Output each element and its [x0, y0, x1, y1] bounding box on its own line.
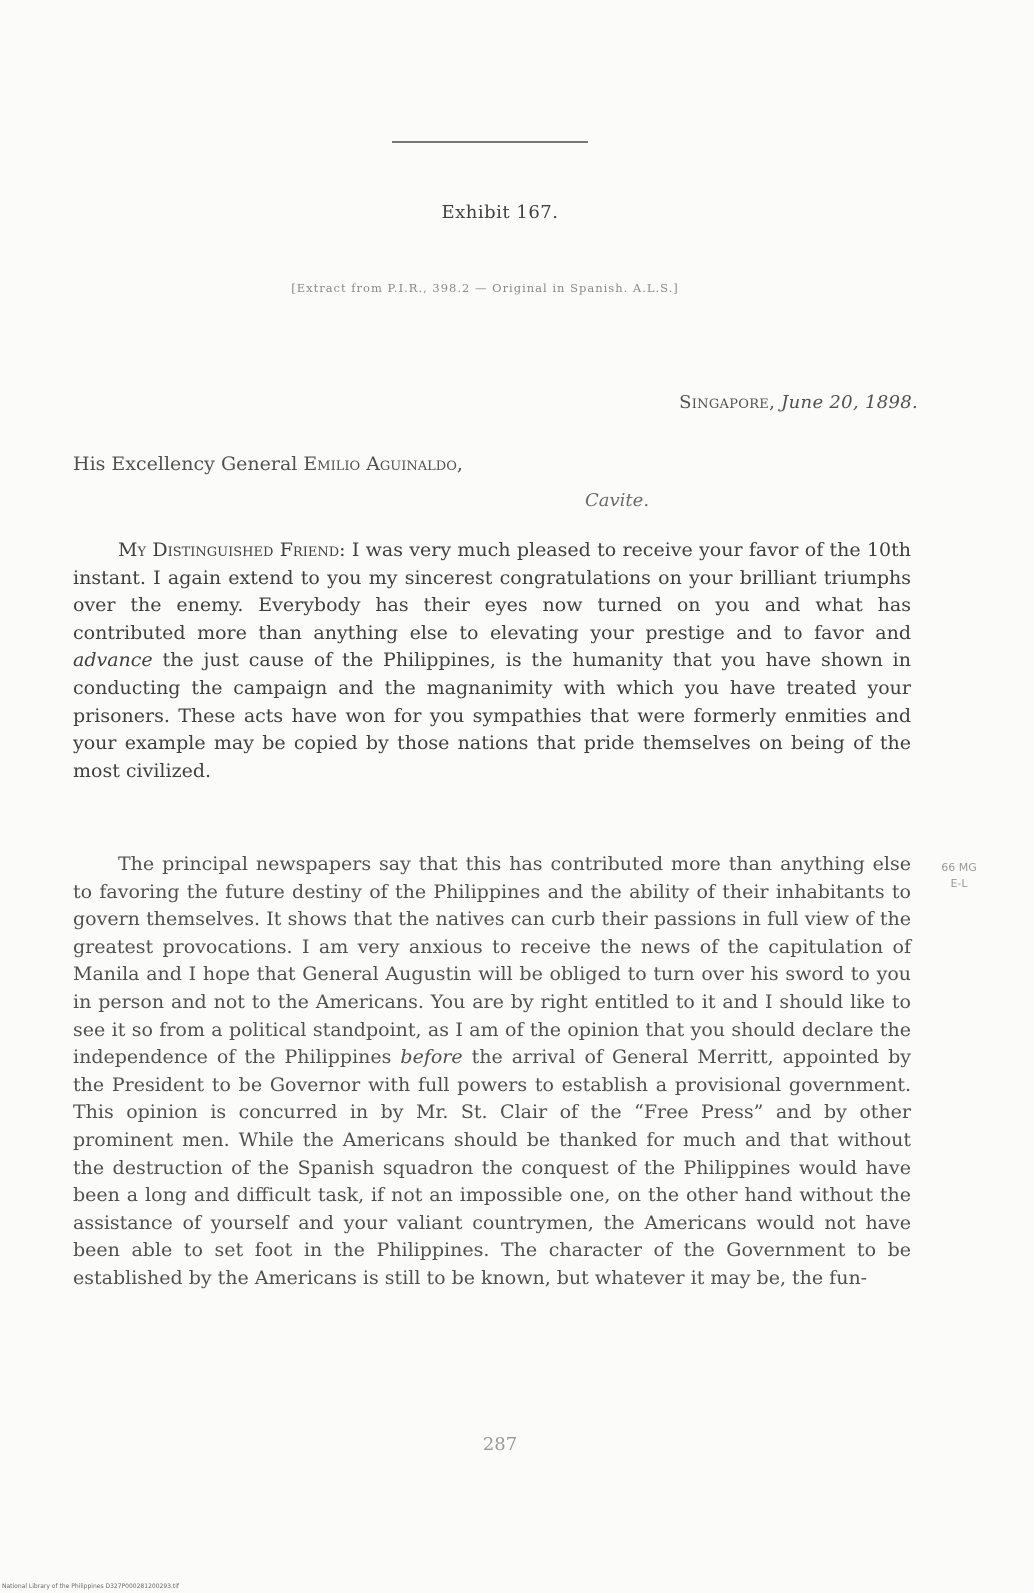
margin-annotation-line-1: 66 MG	[941, 861, 977, 874]
page-number: 287	[482, 1434, 518, 1455]
letter-place: Singapore,	[679, 392, 776, 413]
salutation: My Distinguished Friend:	[118, 539, 346, 561]
addressee-name: Emilio Aguinaldo,	[303, 453, 463, 475]
margin-annotation	[929, 860, 989, 892]
addressee-location: Cavite.	[585, 490, 650, 511]
paragraph-1-emphasis: advance	[73, 649, 153, 672]
addressee-title: His Excellency General	[73, 453, 298, 475]
header-rule	[392, 141, 588, 143]
paragraph-2-emphasis: before	[400, 1046, 463, 1069]
letter-addressee	[73, 453, 463, 475]
paragraph-1-body: I was very much pleased to receive your favor of the 10th instant. I again extend to you my sincerest congratulations on your brilliant triumphs over the enemy. Everybody has their eyes now turned on you and what has contributed more than anything else to elevating your prestige and to favor and	[73, 539, 912, 644]
scan-footer: National Library of the Philippines D327P000281200293.tif	[2, 1583, 180, 1590]
paragraph-2-start: The principal newspapers say that this has contributed more than anything else to favoring the future destiny of the Philippines and the ability of their inhabitants to govern themselves. It shows that the natives can curb their passions in full view of the greatest provocations. I am very anxious to receive the news of the capitulation of Manila and I hope that General Augustin will be obliged to turn over his sword to you in person and not to the Americans. You are by right entitled to it and I should like to see it so from a political standpoint, as I am of the opinion that you should declare the independence of the Philippines	[73, 853, 911, 1069]
paragraph-1-end: the just cause of the Philippines, is the humanity that you have shown in conducting the campaign and the magnanimity with which you have treated your prisoners. These acts have won for you sympathies that were formerly enmities and your example may be copied by those nations that pride themselves on being of the most civilized.	[73, 649, 911, 782]
extract-note: [Extract from P.I.R., 398.2 — Original in Spanish. A.L.S.]	[291, 281, 679, 295]
letter-date: June 20, 1898.	[781, 392, 918, 413]
letter-dateline	[679, 392, 918, 413]
paragraph-2-end: the arrival of General Merritt, appointed by the President to be Governor with full powers to establish a provisional government. This opinion is concurred in by Mr. St. Clair of the “Free Press” and by other prominent men. While the Americans should be thanked for much and that without the destruction of the Spanish squadron the conquest of the Philippines would have been a long and difficult task, if not an impossible one, on the other hand without the assistance of yourself and your valiant countrymen, the Americans would not have been able to set foot in the Philippines. The character of the Government to be established by the Americans is still to be known, but whatever it may be, the fun-	[73, 1046, 911, 1289]
letter-paragraph-2	[73, 851, 911, 1293]
exhibit-title: Exhibit 167.	[441, 202, 559, 223]
margin-annotation-line-2: E-L	[950, 877, 968, 890]
letter-paragraph-1	[73, 537, 911, 785]
